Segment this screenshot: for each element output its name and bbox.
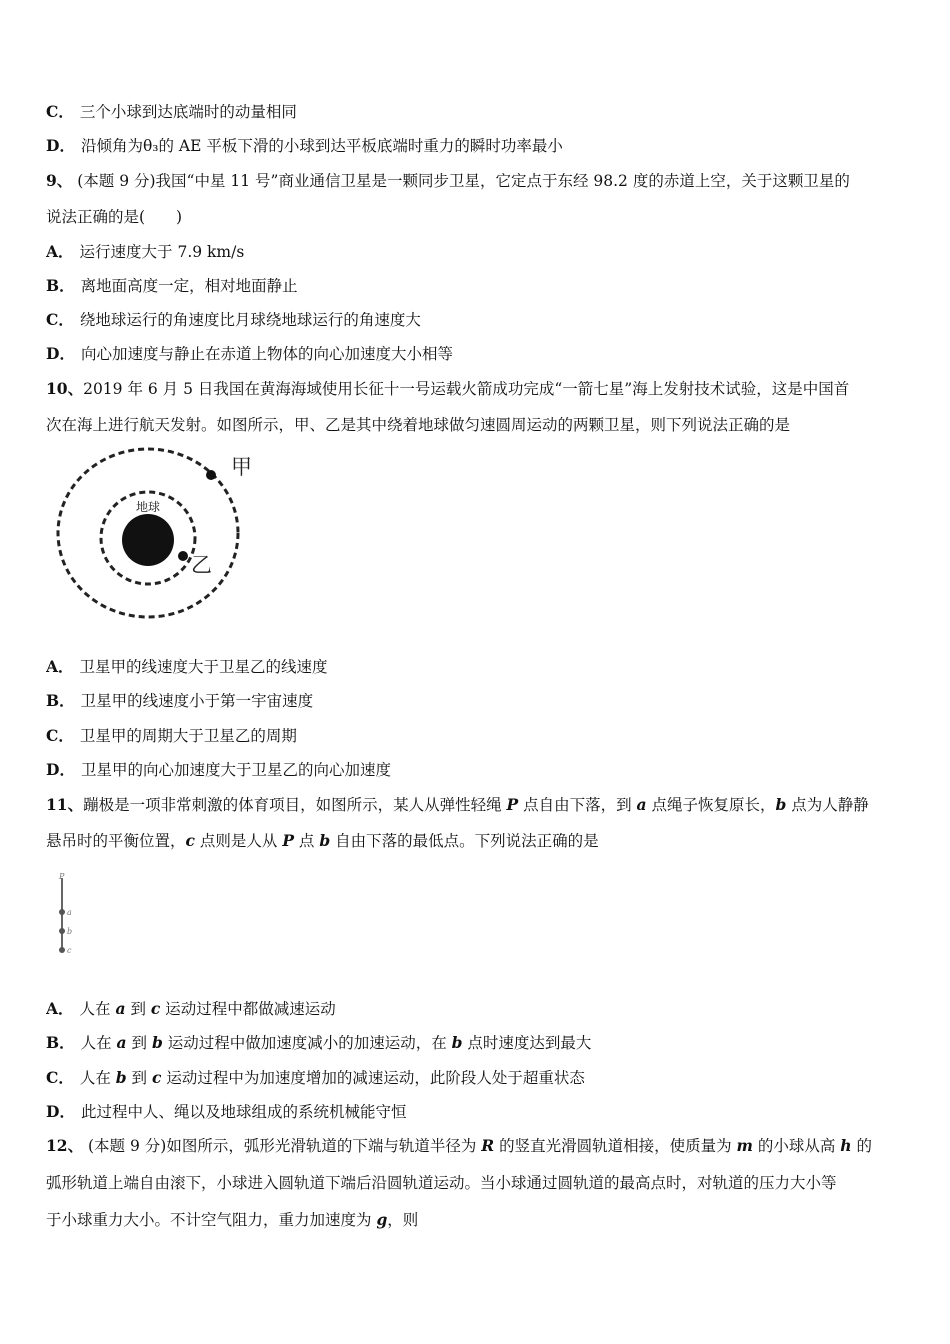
- option-label: C．: [46, 102, 74, 121]
- text-run: 的竖直光滑圆轨道相接，使质量为: [494, 1137, 737, 1155]
- text-run: 到: [125, 1000, 151, 1018]
- variable: c: [185, 831, 195, 850]
- text-run: 于小球重力大小。不计空气阻力，重力加速度为: [46, 1211, 377, 1229]
- text-run: ，则: [387, 1211, 419, 1229]
- option-text: 卫星甲的周期大于卫星乙的周期: [79, 727, 297, 745]
- point-p-label: P: [59, 872, 65, 881]
- q9-option-d: [46, 343, 908, 365]
- q8-option-d: [46, 135, 908, 157]
- question-text: 弧形轨道上端自由滚下，小球进入圆轨道下端后沿圆轨道运动。当小球通过圆轨道的最高点时，对轨道的压力大小等: [46, 1174, 837, 1192]
- variable: h: [840, 1136, 852, 1155]
- option-text: 运行速度大于 7.9 km/s: [79, 243, 245, 261]
- q12-stem-line3: [46, 1209, 908, 1231]
- text-run: 的小球从高: [752, 1137, 841, 1155]
- option-label: C．: [46, 310, 74, 329]
- satellite-yi: [178, 551, 188, 561]
- variable: c: [150, 999, 161, 1018]
- q9-stem-line2: [46, 206, 908, 228]
- option-text: 卫星甲的线速度小于第一宇宙速度: [80, 692, 314, 710]
- point-a: [59, 909, 65, 915]
- text-run: 人在: [79, 1000, 116, 1018]
- satellite-orbit-figure: [50, 446, 270, 626]
- earth: [122, 514, 174, 566]
- variable: b: [319, 831, 331, 850]
- variable: a: [636, 795, 647, 814]
- variable: b: [115, 1068, 127, 1087]
- earth-label: 地球: [135, 500, 161, 514]
- point-b-label: b: [67, 927, 73, 936]
- q11-option-a: [46, 998, 908, 1020]
- option-text: 卫星甲的线速度大于卫星乙的线速度: [79, 658, 328, 676]
- q10-option-b: [46, 690, 908, 712]
- text-run: 悬吊时的平衡位置，: [46, 832, 186, 850]
- variable: b: [451, 1033, 463, 1052]
- variable: g: [376, 1210, 388, 1229]
- text-run: 人在: [80, 1034, 117, 1052]
- option-label: B．: [46, 276, 75, 295]
- option-label: A．: [46, 999, 74, 1018]
- satellite-jia: [206, 470, 216, 480]
- point-c-label: c: [67, 946, 72, 955]
- question-text: (本题 9 分)我国“中星 11 号”商业通信卫星是一颗同步卫星，它定点于东经 98.2 度的赤道上空，关于这颗卫星的: [77, 172, 850, 190]
- variable: P: [506, 795, 519, 814]
- text-run: 蹦极是一项非常刺激的体育项目，如图所示，某人从弹性轻绳: [83, 796, 507, 814]
- bungee-figure: [52, 870, 92, 960]
- q11-option-c: [46, 1067, 908, 1089]
- text-run: 自由下落的最低点。下列说法正确的是: [330, 832, 599, 850]
- question-number: 12、: [46, 1136, 84, 1155]
- question-text: 说法正确的是( ): [46, 208, 183, 226]
- point-b: [59, 928, 65, 934]
- text-run: 点: [293, 832, 320, 850]
- q12-stem-line1: [46, 1135, 908, 1157]
- text-run: 运动过程中都做减速运动: [160, 1000, 336, 1018]
- option-text: 卫星甲的向心加速度大于卫星乙的向心加速度: [80, 761, 391, 779]
- q9-option-c: [46, 309, 908, 331]
- point-c: [59, 947, 65, 953]
- option-label: D．: [46, 760, 75, 779]
- question-number: 10、: [46, 379, 84, 398]
- q9-stem-line1: [46, 170, 908, 192]
- point-a-label: a: [67, 908, 72, 917]
- text-run: 此过程中人、绳以及地球组成的系统机械能守恒: [80, 1103, 407, 1121]
- option-label: D．: [46, 1102, 75, 1121]
- text-run: 点则是人从: [194, 832, 283, 850]
- option-text: 沿倾角为θ₃的 AE 平板下滑的小球到达平板底端时重力的瞬时功率最小: [80, 137, 563, 155]
- satellite-jia-label: 甲: [231, 455, 252, 479]
- variable: P: [282, 831, 294, 850]
- option-label: C．: [46, 726, 74, 745]
- variable: c: [151, 1068, 162, 1087]
- q10-option-d: [46, 759, 908, 781]
- question-number: 11、: [46, 795, 84, 814]
- text-run: (本题 9 分)如图所示，弧形光滑轨道的下端与轨道半径为: [83, 1137, 482, 1155]
- q10-stem-line2: [46, 414, 908, 436]
- q9-option-b: [46, 275, 908, 297]
- text-run: 点时速度达到最大: [462, 1034, 592, 1052]
- option-label: C．: [46, 1068, 74, 1087]
- option-label: D．: [46, 136, 75, 155]
- option-label: B．: [46, 1033, 75, 1052]
- option-text: 三个小球到达底端时的动量相同: [79, 103, 297, 121]
- q11-option-b: [46, 1032, 908, 1054]
- text-run: 到: [126, 1069, 152, 1087]
- q10-stem-line1: [46, 378, 908, 400]
- option-label: B．: [46, 691, 75, 710]
- variable: a: [116, 1033, 127, 1052]
- text-run: 到: [126, 1034, 152, 1052]
- q11-stem-line2: [46, 830, 908, 852]
- option-text: 离地面高度一定，相对地面静止: [80, 277, 298, 295]
- option-label: A．: [46, 242, 74, 261]
- option-text: 绕地球运行的角速度比月球绕地球运行的角速度大: [79, 311, 421, 329]
- variable: a: [115, 999, 126, 1018]
- q11-option-d: [46, 1101, 908, 1123]
- satellite-yi-label: 乙: [191, 553, 212, 577]
- text-run: 人在: [79, 1069, 116, 1087]
- option-label: D．: [46, 344, 75, 363]
- q10-option-c: [46, 725, 908, 747]
- text-run: 运动过程中做加速度减小的加速运动，在: [162, 1034, 452, 1052]
- variable: b: [151, 1033, 163, 1052]
- q11-stem-line1: [46, 794, 908, 816]
- text-run: 点为人静静: [786, 796, 869, 814]
- variable: R: [481, 1136, 495, 1155]
- text-run: 的: [851, 1137, 872, 1155]
- question-text: 次在海上进行航天发射。如图所示，甲、乙是其中绕着地球做匀速圆周运动的两颗卫星，则下列说法正确的是: [46, 416, 791, 434]
- question-text: 2019 年 6 月 5 日我国在黄海海域使用长征十一号运载火箭成功完成“一箭七星”海上发射技术试验，这是中国首: [83, 380, 850, 398]
- variable: b: [775, 795, 787, 814]
- q10-option-a: [46, 656, 908, 678]
- variable: m: [736, 1136, 753, 1155]
- q9-option-a: [46, 241, 908, 263]
- option-text: 向心加速度与静止在赤道上物体的向心加速度大小相等: [80, 345, 453, 363]
- text-run: 点自由下落，到: [518, 796, 637, 814]
- text-run: 点绳子恢复原长，: [646, 796, 776, 814]
- text-run: 运动过程中为加速度增加的减速运动，此阶段人处于超重状态: [161, 1069, 585, 1087]
- question-number: 9、: [46, 171, 73, 190]
- option-label: A．: [46, 657, 74, 676]
- q8-option-c: [46, 101, 908, 123]
- q12-stem-line2: [46, 1172, 908, 1194]
